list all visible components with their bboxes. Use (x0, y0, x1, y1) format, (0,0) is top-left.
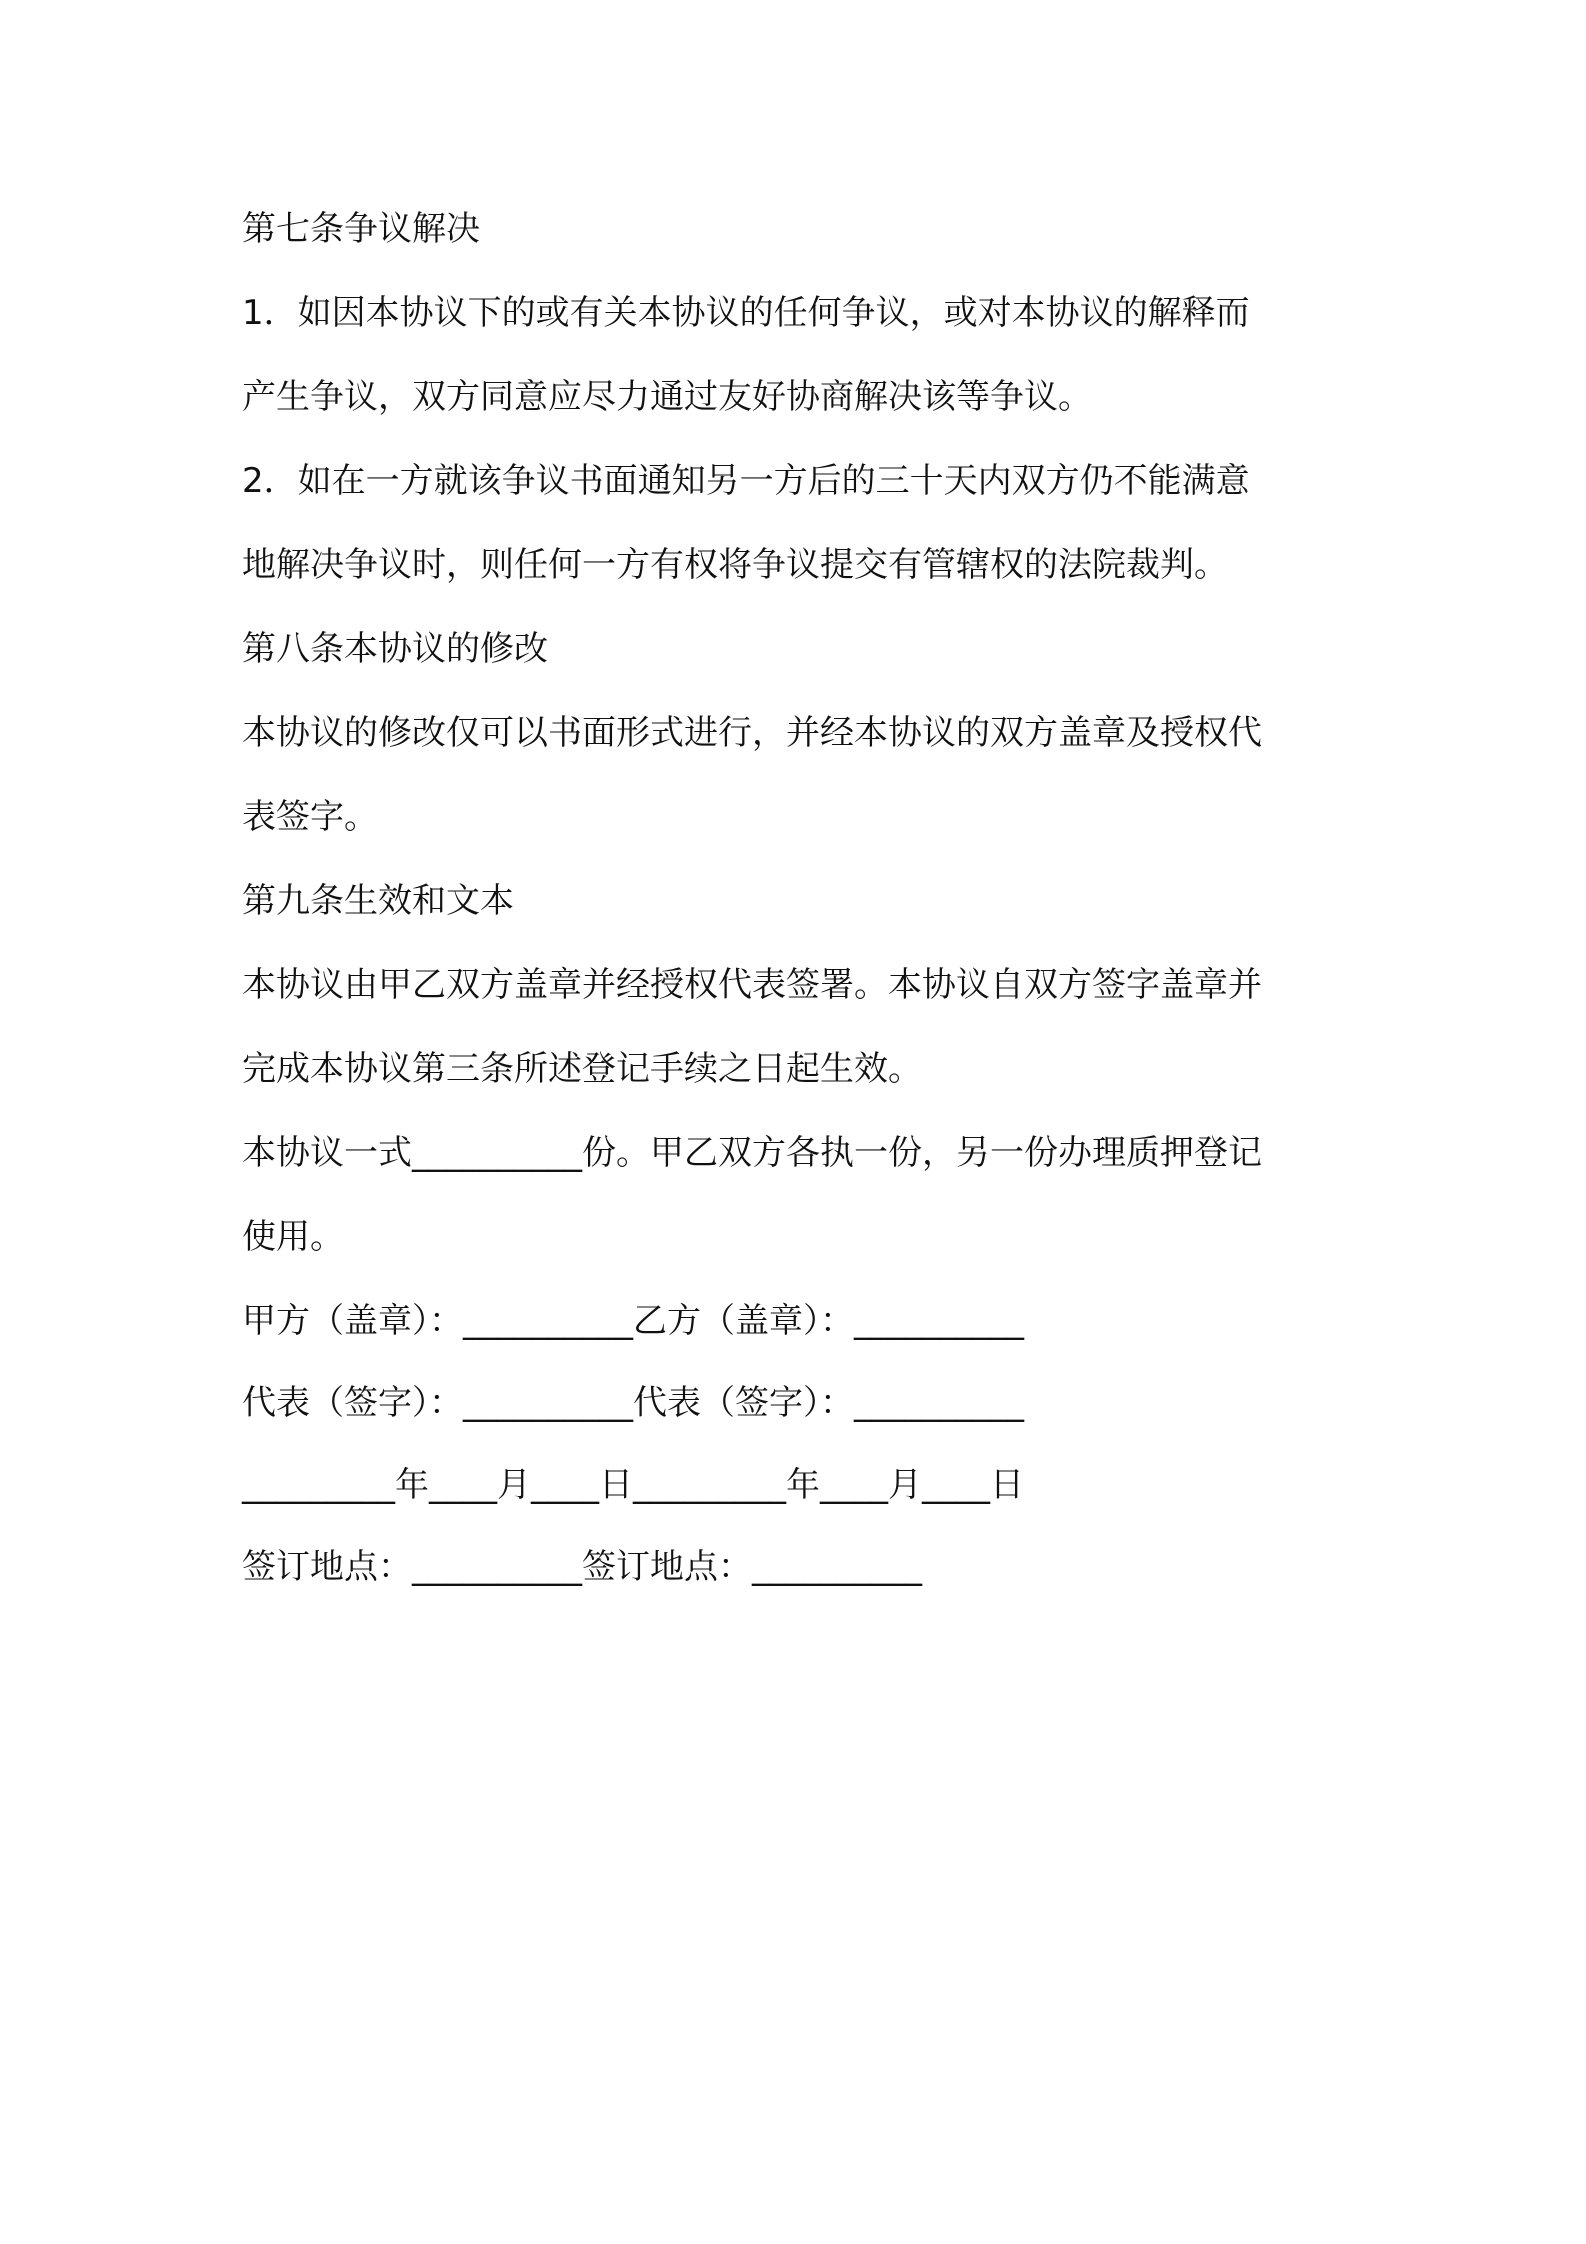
article-7-clause-2-line-1: 2．如在一方就该争议书面通知另一方后的三十天内双方仍不能满意 (242, 461, 1250, 501)
article-9-text-line-2: 完成本协议第三条所述登记手续之日起生效。 (242, 1049, 922, 1089)
heading-article-8: 第八条本协议的修改 (242, 629, 548, 669)
article-8-text-line-1: 本协议的修改仅可以书面形式进行，并经本协议的双方盖章及授权代 (242, 713, 1262, 753)
article-8-text-line-2: 表签字。 (242, 797, 378, 837)
copies-line-2: 使用。 (242, 1217, 344, 1257)
date-row: _________年____月____日_________年____月____日 (242, 1465, 1024, 1505)
article-7-clause-1-line-2: 产生争议，双方同意应尽力通过友好协商解决该等争议。 (242, 377, 1092, 417)
article-7-clause-1-line-1: 1．如因本协议下的或有关本协议的任何争议，或对本协议的解释而 (242, 293, 1250, 333)
heading-article-7: 第七条争议解决 (242, 209, 480, 249)
article-9-text-line-1: 本协议由甲乙双方盖章并经授权代表签署。本协议自双方签字盖章并 (242, 965, 1262, 1005)
heading-article-9: 第九条生效和文本 (242, 881, 514, 921)
seal-signature-row: 甲方（盖章）：__________乙方（盖章）：__________ (242, 1301, 1024, 1341)
copies-line-1: 本协议一式__________份。甲乙双方各执一份，另一份办理质押登记 (242, 1133, 1262, 1173)
representative-signature-row: 代表（签字）：__________代表（签字）：__________ (242, 1383, 1024, 1423)
document-body (242, 198, 1362, 1618)
signing-place-row: 签订地点：__________签订地点：__________ (242, 1547, 922, 1587)
article-7-clause-2-line-2: 地解决争议时，则任何一方有权将争议提交有管辖权的法院裁判。 (242, 545, 1228, 585)
